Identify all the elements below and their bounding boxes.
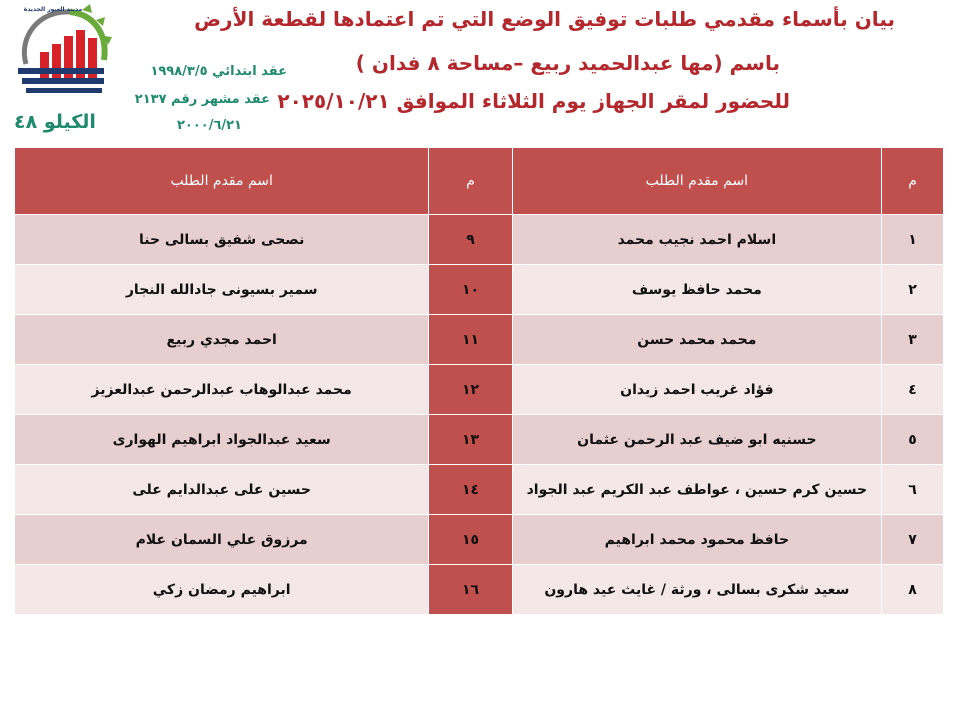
applicant-name: محمد محمد حسن (512, 315, 881, 365)
row-number: ٧ (882, 515, 944, 565)
row-number: ٤ (882, 365, 944, 415)
row-number: ١ (882, 215, 944, 265)
applicant-name: حافظ محمود محمد ابراهيم (512, 515, 881, 565)
row-number: ٥ (882, 415, 944, 465)
applicant-name: سمير بسيونى جادالله النجار (15, 265, 429, 315)
applicant-name: حسنيه ابو ضيف عبد الرحمن عثمان (512, 415, 881, 465)
table-row (15, 365, 944, 415)
land-owner-line: باسم (مها عبدالحميد ربيع –مساحة ٨ فدان ) (355, 51, 780, 75)
registered-contract-note: عقد مشهر رقم ٢١٣٧ (134, 92, 270, 107)
table-header-row (15, 148, 944, 215)
table-row (15, 565, 944, 615)
applicant-name: محمد عبدالوهاب عبدالرحمن عبدالعزيز (15, 365, 429, 415)
city-logo-icon (12, 2, 116, 106)
header-name-left: اسم مقدم الطلب (15, 148, 429, 215)
row-number: ٢ (882, 265, 944, 315)
row-number: ٨ (882, 565, 944, 615)
row-number: ٣ (882, 315, 944, 365)
area-label: الكيلو ٤٨ (14, 111, 96, 133)
applicant-name: مرزوق علي السمان علام (15, 515, 429, 565)
row-number: ١٦ (429, 565, 512, 615)
header-number-right: م (882, 148, 944, 215)
attendance-date-line: للحضور لمقر الجهاز يوم الثلاثاء الموافق ٢٠٢٥/١٠/٢١ (277, 89, 790, 113)
applicant-name: حسين على عبدالدايم على (15, 465, 429, 515)
header-name-right: اسم مقدم الطلب (512, 148, 881, 215)
row-number: ١٠ (429, 265, 512, 315)
header-number-left: م (429, 148, 512, 215)
row-number: ١٥ (429, 515, 512, 565)
applicant-name: ابراهيم رمضان زكي (15, 565, 429, 615)
row-number: ١٣ (429, 415, 512, 465)
table-row (15, 215, 944, 265)
applicant-name: حسين كرم حسين ، عواطف عبد الكريم عبد الجواد (512, 465, 881, 515)
applicant-name: فؤاد غريب احمد زيدان (512, 365, 881, 415)
registered-date-note: ٢٠٠٠/٦/٢١ (176, 118, 242, 133)
logo-caption: مدينة العبور الجديدة (23, 6, 83, 13)
row-number: ٦ (882, 465, 944, 515)
row-number: ١١ (429, 315, 512, 365)
applicant-name: احمد مجدي ربيع (15, 315, 429, 365)
applicant-name: اسلام احمد نجيب محمد (512, 215, 881, 265)
applicant-name: محمد حافظ يوسف (512, 265, 881, 315)
table-row (15, 315, 944, 365)
row-number: ٩ (429, 215, 512, 265)
applicant-name: سعيد شكرى بسالى ، ورثة / غايث عيد هارون (512, 565, 881, 615)
page-title: بيان بأسماء مقدمي طلبات توفيق الوضع التي تم اعتمادها لقطعة الأرض (194, 7, 895, 31)
table-row (15, 265, 944, 315)
table-row (15, 415, 944, 465)
row-number: ١٢ (429, 365, 512, 415)
initial-contract-note: عقد ابتدائي ١٩٩٨/٣/٥ (150, 64, 287, 79)
table-row (15, 465, 944, 515)
row-number: ١٤ (429, 465, 512, 515)
applicants-table (14, 147, 944, 615)
applicant-name: نصحى شفيق بسالى حنا (15, 215, 429, 265)
applicant-name: سعيد عبدالجواد ابراهيم الهوارى (15, 415, 429, 465)
table-row (15, 515, 944, 565)
